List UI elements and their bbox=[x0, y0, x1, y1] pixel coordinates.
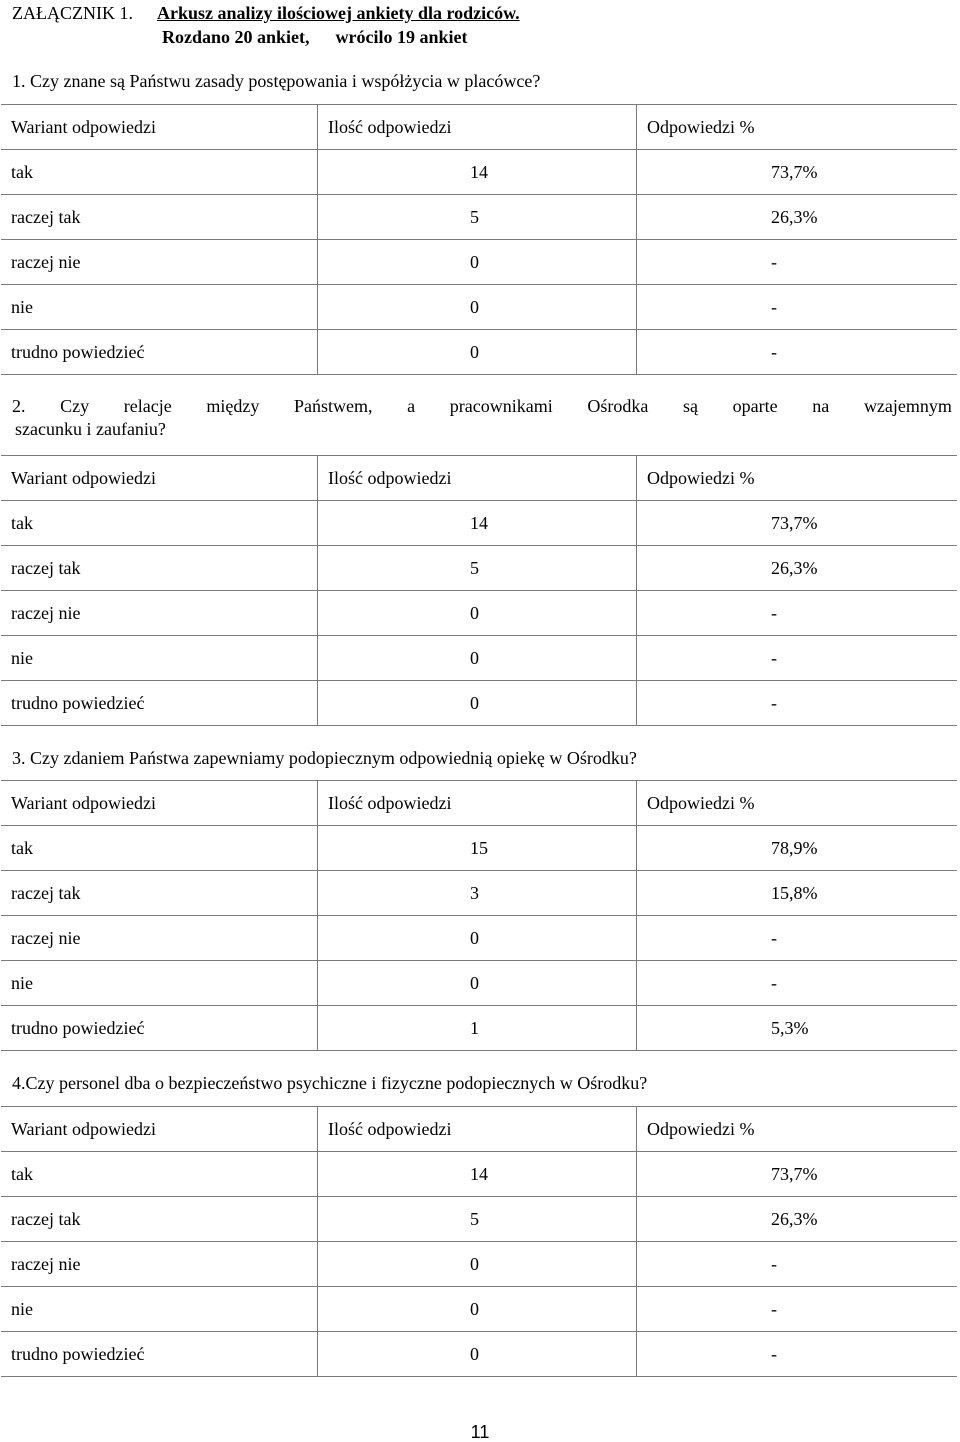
table-row bbox=[1, 1242, 957, 1287]
variant-cell: raczej nie bbox=[1, 240, 318, 285]
percent-cell: - bbox=[637, 330, 958, 375]
percent-cell: 73,7% bbox=[637, 150, 958, 195]
question-word: wzajemnym bbox=[863, 396, 952, 416]
question-word: Ośrodka bbox=[587, 396, 649, 416]
count-cell: 5 bbox=[318, 1197, 637, 1242]
table-row bbox=[1, 1332, 957, 1377]
percent-cell: - bbox=[637, 681, 958, 726]
variant-cell: trudno powiedzieć bbox=[1, 681, 318, 726]
count-cell: 0 bbox=[318, 1332, 637, 1377]
variant-cell: raczej nie bbox=[1, 591, 318, 636]
table-row bbox=[1, 501, 957, 546]
percent-cell: - bbox=[637, 961, 958, 1006]
count-cell: 0 bbox=[318, 591, 637, 636]
variant-cell: nie bbox=[1, 285, 318, 330]
variant-cell: tak bbox=[1, 1152, 318, 1197]
column-header-variant: Wariant odpowiedzi bbox=[1, 781, 318, 826]
percent-cell: 73,7% bbox=[637, 1152, 958, 1197]
table-row bbox=[1, 681, 957, 726]
percent-cell: - bbox=[637, 285, 958, 330]
count-cell: 1 bbox=[318, 1006, 637, 1051]
count-cell: 15 bbox=[318, 826, 637, 871]
question-word: relacje bbox=[123, 396, 172, 416]
percent-cell: 15,8% bbox=[637, 871, 958, 916]
count-cell: 3 bbox=[318, 871, 637, 916]
question-2-text bbox=[12, 395, 952, 441]
table-row bbox=[1, 195, 957, 240]
table-row bbox=[1, 1006, 957, 1051]
variant-cell: raczej nie bbox=[1, 916, 318, 961]
percent-cell: 26,3% bbox=[637, 195, 958, 240]
column-header-count: Ilość odpowiedzi bbox=[318, 105, 637, 150]
question-word: Czy bbox=[60, 396, 90, 416]
question-1-text: 1. Czy znane są Państwu zasady postępowania i współżycia w placówce? bbox=[12, 71, 541, 91]
survey-summary bbox=[162, 26, 468, 48]
variant-cell: nie bbox=[1, 1287, 318, 1332]
percent-cell: 73,7% bbox=[637, 501, 958, 546]
table-row bbox=[1, 1197, 957, 1242]
percent-cell: 26,3% bbox=[637, 546, 958, 591]
table-row bbox=[1, 285, 957, 330]
percent-cell: - bbox=[637, 636, 958, 681]
count-cell: 0 bbox=[318, 961, 637, 1006]
question-word: a bbox=[407, 396, 416, 416]
variant-cell: nie bbox=[1, 636, 318, 681]
variant-cell: raczej nie bbox=[1, 1242, 318, 1287]
column-header-variant: Wariant odpowiedzi bbox=[1, 105, 318, 150]
page-number: 11 bbox=[470, 1422, 490, 1442]
question-2-line-2: szacunku i zaufaniu? bbox=[15, 419, 166, 439]
table-row bbox=[1, 961, 957, 1006]
count-cell: 14 bbox=[318, 150, 637, 195]
table-row bbox=[1, 591, 957, 636]
variant-cell: raczej tak bbox=[1, 1197, 318, 1242]
column-header-variant: Wariant odpowiedzi bbox=[1, 456, 318, 501]
question-word: na bbox=[812, 396, 830, 416]
question-word: oparte bbox=[732, 396, 778, 416]
variant-cell: raczej tak bbox=[1, 546, 318, 591]
table-row bbox=[1, 150, 957, 195]
variant-cell: tak bbox=[1, 150, 318, 195]
count-cell: 14 bbox=[318, 1152, 637, 1197]
variant-cell: trudno powiedzieć bbox=[1, 1332, 318, 1377]
document-title: Arkusz analizy ilościowej ankiety dla rodziców. bbox=[157, 3, 520, 23]
column-header-percent: Odpowiedzi % bbox=[637, 781, 958, 826]
question-2-line-1 bbox=[12, 395, 952, 418]
count-cell: 0 bbox=[318, 681, 637, 726]
question-word: 2. bbox=[12, 396, 26, 416]
percent-cell: - bbox=[637, 916, 958, 961]
variant-cell: tak bbox=[1, 826, 318, 871]
attachment-label: ZAŁĄCZNIK 1. bbox=[12, 3, 133, 23]
column-header-variant: Wariant odpowiedzi bbox=[1, 1107, 318, 1152]
variant-cell: nie bbox=[1, 961, 318, 1006]
question-2-table bbox=[1, 455, 957, 726]
table-row bbox=[1, 871, 957, 916]
table-header-row bbox=[1, 1107, 957, 1152]
question-word: są bbox=[683, 396, 699, 416]
variant-cell: trudno powiedzieć bbox=[1, 1006, 318, 1051]
count-cell: 0 bbox=[318, 1242, 637, 1287]
table-row bbox=[1, 240, 957, 285]
column-header-percent: Odpowiedzi % bbox=[637, 105, 958, 150]
variant-cell: raczej tak bbox=[1, 871, 318, 916]
count-cell: 0 bbox=[318, 285, 637, 330]
table-row bbox=[1, 330, 957, 375]
table-row bbox=[1, 826, 957, 871]
question-word: pracownikami bbox=[449, 396, 553, 416]
variant-cell: trudno powiedzieć bbox=[1, 330, 318, 375]
question-3-table bbox=[1, 780, 957, 1051]
percent-cell: - bbox=[637, 1332, 958, 1377]
column-header-count: Ilość odpowiedzi bbox=[318, 1107, 637, 1152]
percent-cell: - bbox=[637, 591, 958, 636]
percent-cell: - bbox=[637, 240, 958, 285]
question-word: Państwem, bbox=[294, 396, 373, 416]
table-header-row bbox=[1, 781, 957, 826]
table-header-row bbox=[1, 105, 957, 150]
attachment-heading bbox=[12, 2, 520, 24]
table-header-row bbox=[1, 456, 957, 501]
column-header-percent: Odpowiedzi % bbox=[637, 1107, 958, 1152]
count-cell: 5 bbox=[318, 546, 637, 591]
table-row bbox=[1, 1152, 957, 1197]
distributed-count: Rozdano 20 ankiet, bbox=[162, 27, 310, 47]
percent-cell: - bbox=[637, 1242, 958, 1287]
question-4-table bbox=[1, 1106, 957, 1377]
table-row bbox=[1, 546, 957, 591]
percent-cell: - bbox=[637, 1287, 958, 1332]
question-1-table bbox=[1, 104, 957, 375]
column-header-count: Ilość odpowiedzi bbox=[318, 781, 637, 826]
count-cell: 0 bbox=[318, 916, 637, 961]
table-row bbox=[1, 916, 957, 961]
variant-cell: tak bbox=[1, 501, 318, 546]
column-header-percent: Odpowiedzi % bbox=[637, 456, 958, 501]
table-row bbox=[1, 1287, 957, 1332]
count-cell: 14 bbox=[318, 501, 637, 546]
count-cell: 0 bbox=[318, 240, 637, 285]
count-cell: 0 bbox=[318, 1287, 637, 1332]
percent-cell: 5,3% bbox=[637, 1006, 958, 1051]
percent-cell: 26,3% bbox=[637, 1197, 958, 1242]
returned-count: wrócilo 19 ankiet bbox=[335, 27, 468, 47]
variant-cell: raczej tak bbox=[1, 195, 318, 240]
question-4-text: 4.Czy personel dba o bezpieczeństwo psychiczne i fizyczne podopiecznych w Ośrodku? bbox=[12, 1073, 648, 1093]
table-row bbox=[1, 636, 957, 681]
column-header-count: Ilość odpowiedzi bbox=[318, 456, 637, 501]
percent-cell: 78,9% bbox=[637, 826, 958, 871]
question-3-text: 3. Czy zdaniem Państwa zapewniamy podopiecznym odpowiednią opiekę w Ośrodku? bbox=[12, 748, 637, 768]
count-cell: 0 bbox=[318, 636, 637, 681]
count-cell: 0 bbox=[318, 330, 637, 375]
count-cell: 5 bbox=[318, 195, 637, 240]
question-word: między bbox=[206, 396, 260, 416]
